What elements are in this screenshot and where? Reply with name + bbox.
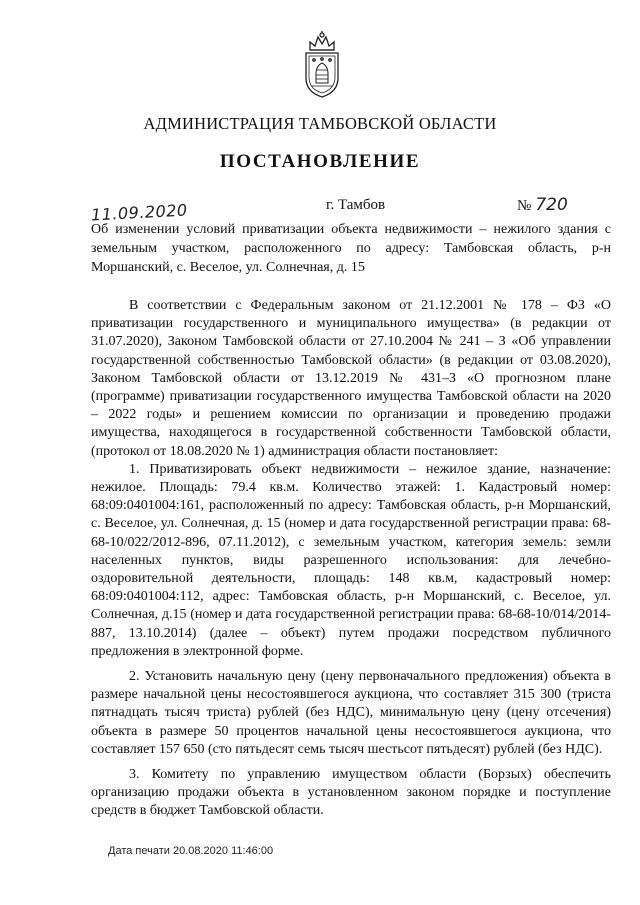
city-name: г. Тамбов	[326, 197, 386, 213]
item-3-paragraph: 3. Комитету по управлению имуществом области (Борзых) обеспечить организацию продажи объекта в установленном законом порядке и поступление средств в бюджет Тамбовской области.	[91, 767, 611, 819]
handwritten-number: 720	[535, 195, 568, 215]
print-date-footer: Дата печати 20.08.2020 11:46:00	[108, 845, 274, 857]
document-body	[91, 290, 611, 821]
handwritten-date: 11.09.2020	[90, 200, 189, 225]
item-2-paragraph: 2. Установить начальную цену (цену первоначального предложения) объекта в размере начальной цены несостоявшегося аукциона, что составляет 315 300 (триста пятнадцать тысяч триста) рублей (без НДС), минимальную цену (цену отсечения) объекта в размере 50 процентов начальной цены несостоявшегося аукциона, что составляет 157 650 (сто пятьдесят семь тысяч шестьсот пятьдесят) рублей (без НДС).	[91, 669, 611, 757]
preamble-paragraph: В соответствии с Федеральным законом от 21.12.2001 № 178 – ФЗ «О приватизации государственного и муниципального имущества» (в редакции от 31.07.2020), Законом Тамбовской области от 27.10.2004 № 241 – З «Об управлении государственной собственностью Тамбовской области» (в редакции от 03.08.2020), Законом Тамбовской области от 13.12.2019 № 431–З «О прогнозном плане (программе) приватизации государственного имущества Тамбовской области на 2020 – 2022 годы» и решением комиссии по организации и проведению продажи имущества, находящегося в государственной собственности Тамбовской области, (протокол от 18.08.2020 № 1) администрация области постановляет:	[91, 298, 611, 459]
document-type-title: ПОСТАНОВЛЕНИЕ	[219, 151, 421, 172]
item-1-paragraph: 1. Приватизировать объект недвижимости – нежилое здание, назначение: нежилое. Площадь: 79.4 кв.м. Количество этажей: 1. Кадастровый номер: 68:09:0401004:161, расположенный по адресу: Тамбовская область, р-н Моршанский, с. Веселое, ул. Солнечная, д. 15 (номер и дата государственной регистрации права: 68-68-10/022/2012-896, 07.11.2012), с земельным участком, категория земель: земли населенных пунктов, виды разрешенного использования: для лечебно-оздоровительной деятельности, площадь: 148 кв.м, кадастровый номер: 68:09:0401004:112, адрес: Тамбовская область, р-н Моршанский, с. Веселое, ул. Солнечная, д.15 (номер и дата государственной регистрации права: 68-68-10/014/2014-887, 13.10.2014) (далее – объект) путем продажи посредством публичного предложения в электронной форме.	[91, 461, 611, 659]
document-number	[517, 195, 568, 215]
number-label: №	[517, 198, 532, 214]
document-subject: Об изменении условий приватизации объекта недвижимости – нежилого здания с земельным участком, расположенного по адресу: Тамбовская область, р-н Моршанский, с. Веселое, ул. Солнечная, д. 15	[91, 222, 611, 275]
coat-of-arms-emblem	[301, 30, 343, 100]
organization-name: АДМИНИСТРАЦИЯ ТАМБОВСКОЙ ОБЛАСТИ	[143, 114, 497, 133]
